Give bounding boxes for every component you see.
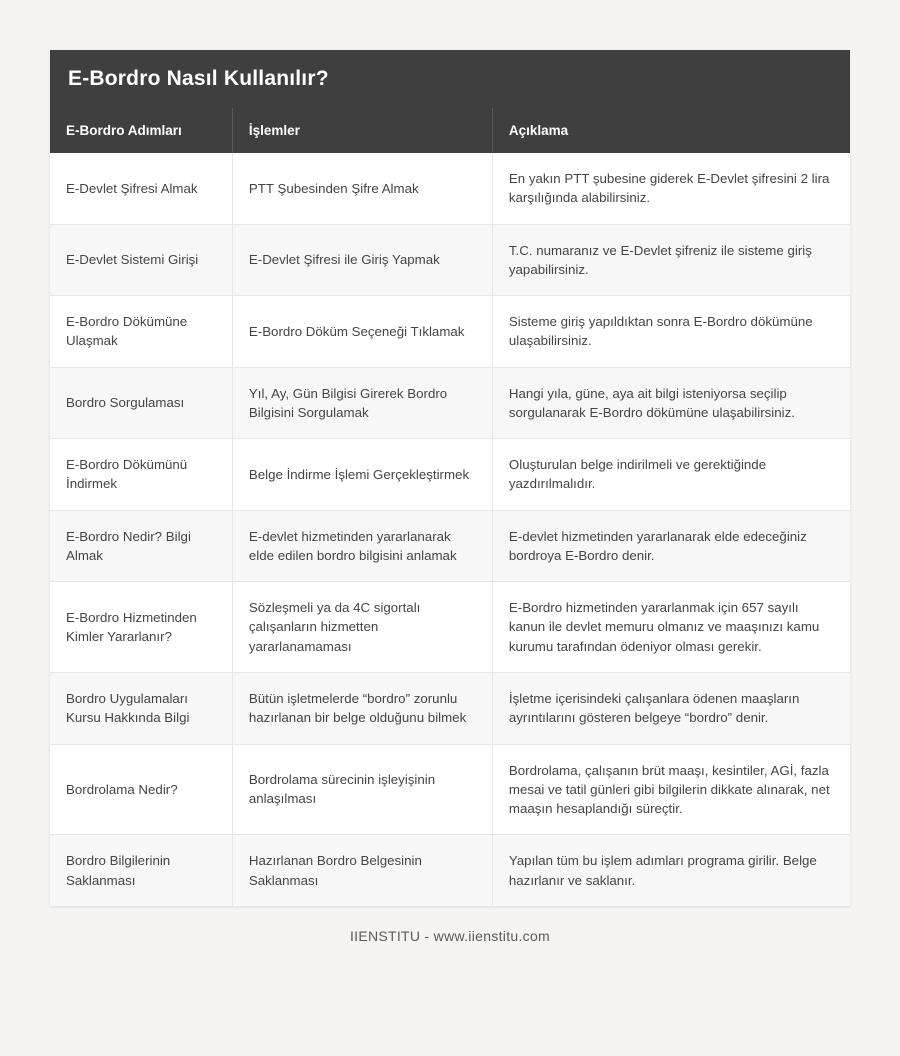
cell-step: E-Bordro Hizmetinden Kimler Yararlanır? [50,582,232,673]
table-row [50,153,850,224]
column-header-description: Açıklama [492,108,850,153]
cell-description: E-devlet hizmetinden yararlanarak elde edeceğiniz bordroya E-Bordro denir. [492,510,850,582]
table-row [50,367,850,439]
cell-step: E-Bordro Nedir? Bilgi Almak [50,510,232,582]
column-header-steps: E-Bordro Adımları [50,108,232,153]
cell-description: En yakın PTT şubesine giderek E-Devlet şifresini 2 lira karşılığında alabilirsiniz. [492,153,850,224]
cell-action: Bordrolama sürecinin işleyişinin anlaşılması [232,744,492,835]
cell-description: Yapılan tüm bu işlem adımları programa girilir. Belge hazırlanır ve saklanır. [492,835,850,906]
cell-description: T.C. numaranız ve E-Devlet şifreniz ile sisteme giriş yapabilirsiniz. [492,224,850,296]
ebordro-steps-table [50,108,850,906]
column-header-actions: İşlemler [232,108,492,153]
cell-action: PTT Şubesinden Şifre Almak [232,153,492,224]
cell-description: Bordrolama, çalışanın brüt maaşı, kesintiler, AGİ, fazla mesai ve tatil günleri gibi bilgilerin dikkate alınarak, net maaşın hesaplandığı süreçtir. [492,744,850,835]
cell-action: Bütün işletmelerde “bordro” zorunlu hazırlanan bir belge olduğunu bilmek [232,672,492,744]
title-bar [50,50,850,108]
table-row [50,510,850,582]
cell-action: Hazırlanan Bordro Belgesinin Saklanması [232,835,492,906]
cell-action: Sözleşmeli ya da 4C sigortalı çalışanların hizmetten yararlanamaması [232,582,492,673]
cell-step: E-Devlet Sistemi Girişi [50,224,232,296]
cell-step: Bordro Uygulamaları Kursu Hakkında Bilgi [50,672,232,744]
cell-description: E-Bordro hizmetinden yararlanmak için 657 sayılı kanun ile devlet memuru olmanız ve maaşınızı kamu kurumu tarafından ödeniyor olması gerekir. [492,582,850,673]
table-row [50,439,850,511]
cell-description: Hangi yıla, güne, aya ait bilgi isteniyorsa seçilip sorgulanarak E-Bordro dökümüne ulaşabilirsiniz. [492,367,850,439]
table-row [50,582,850,673]
cell-step: Bordro Bilgilerinin Saklanması [50,835,232,906]
cell-step: E-Bordro Dökümüne Ulaşmak [50,296,232,368]
page-title: E-Bordro Nasıl Kullanılır? [68,67,329,90]
cell-action: E-Bordro Döküm Seçeneği Tıklamak [232,296,492,368]
table-row [50,835,850,906]
footer-credit: IIENSTITU - www.iienstitu.com [349,927,551,944]
cell-step: E-Devlet Şifresi Almak [50,153,232,224]
table-header [50,108,850,153]
cell-description: İşletme içerisindeki çalışanlara ödenen maaşların ayrıntılarını gösteren belgeye “bordro” denir. [492,672,850,744]
cell-description: Sisteme giriş yapıldıktan sonra E-Bordro dökümüne ulaşabilirsiniz. [492,296,850,368]
cell-action: E-Devlet Şifresi ile Giriş Yapmak [232,224,492,296]
table-card [50,50,850,906]
table-row [50,296,850,368]
table-row [50,224,850,296]
cell-description: Oluşturulan belge indirilmeli ve gerektiğinde yazdırılmalıdır. [492,439,850,511]
cell-step: E-Bordro Dökümünü İndirmek [50,439,232,511]
cell-action: Belge İndirme İşlemi Gerçekleştirmek [232,439,492,511]
cell-step: Bordrolama Nedir? [50,744,232,835]
table-header-row [50,108,850,153]
table-body [50,153,850,906]
cell-action: E-devlet hizmetinden yararlanarak elde edilen bordro bilgisini anlamak [232,510,492,582]
table-row [50,744,850,835]
cell-step: Bordro Sorgulaması [50,367,232,439]
cell-action: Yıl, Ay, Gün Bilgisi Girerek Bordro Bilgisini Sorgulamak [232,367,492,439]
table-row [50,672,850,744]
